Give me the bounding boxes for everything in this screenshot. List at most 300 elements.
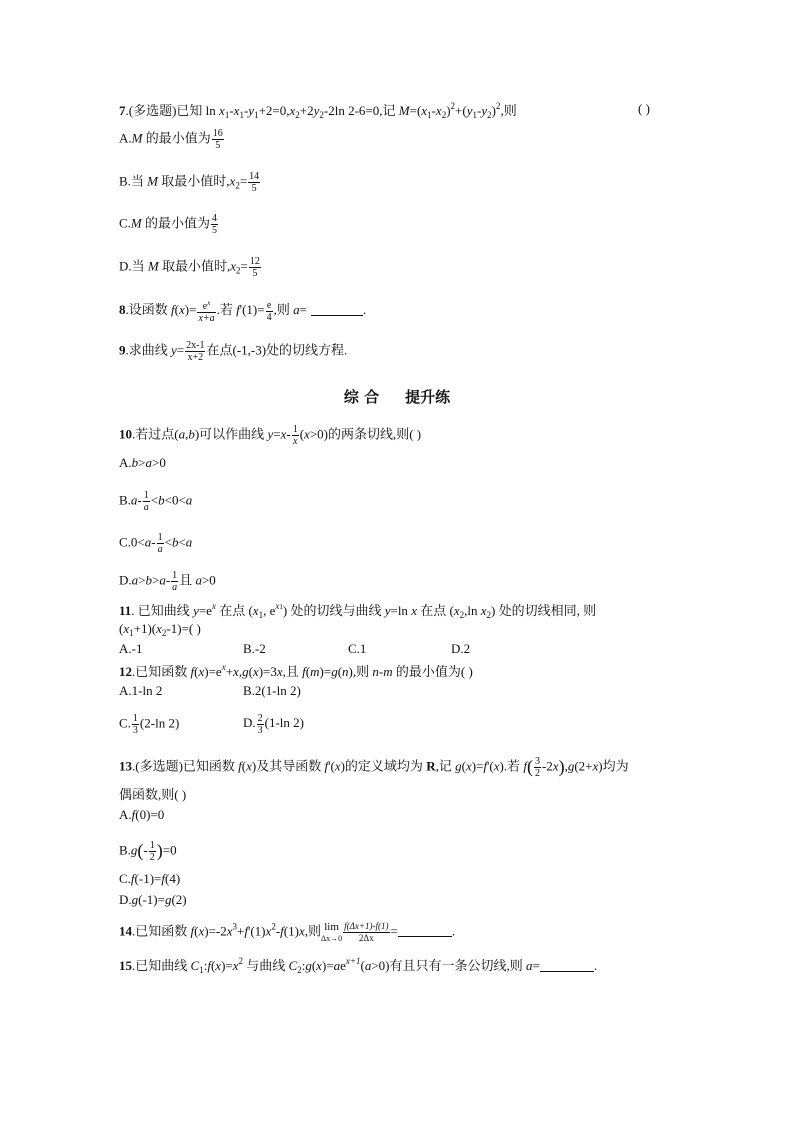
question-11 bbox=[119, 602, 596, 620]
var: x bbox=[280, 426, 287, 442]
denominator: 3 bbox=[132, 725, 138, 736]
var: x bbox=[421, 103, 428, 118]
text: ,则 bbox=[273, 301, 294, 317]
var: a bbox=[185, 492, 193, 508]
q13-option-b[interactable] bbox=[119, 840, 177, 863]
question-number: 14 bbox=[119, 923, 132, 939]
text: > bbox=[138, 572, 146, 588]
answer-paren[interactable]: ( ) bbox=[638, 101, 650, 116]
text: -2ln 2-6=0,记 bbox=[323, 103, 399, 118]
text: '( bbox=[487, 758, 494, 774]
q10-option-a[interactable] bbox=[119, 456, 166, 469]
var: g bbox=[305, 958, 312, 973]
subscript: 2 bbox=[459, 610, 465, 620]
var: g bbox=[242, 664, 249, 679]
right-paren: ) bbox=[558, 756, 565, 777]
answer-blank[interactable] bbox=[540, 959, 594, 972]
question-number: 9 bbox=[119, 342, 126, 358]
section-heading bbox=[0, 390, 794, 405]
fraction bbox=[157, 532, 164, 555]
text: ( bbox=[174, 301, 179, 317]
var: x bbox=[233, 664, 239, 679]
denominator: 5 bbox=[251, 183, 257, 194]
numerator: 1 bbox=[149, 840, 155, 851]
text: 在点 ( bbox=[416, 603, 454, 618]
text: ,且 bbox=[282, 664, 303, 679]
q11-option-c[interactable]: C.1 bbox=[348, 641, 367, 656]
text: =ln bbox=[390, 603, 412, 618]
var: g bbox=[164, 892, 172, 907]
option-label: C. bbox=[119, 715, 131, 731]
var: M bbox=[130, 215, 142, 231]
q10-option-b[interactable] bbox=[119, 490, 192, 513]
numerator: e bbox=[266, 299, 272, 311]
var: f bbox=[244, 923, 249, 939]
text: )= bbox=[184, 301, 197, 317]
var: n bbox=[342, 664, 349, 679]
var: x bbox=[178, 301, 185, 317]
subscript: 1 bbox=[427, 110, 432, 120]
text: '(1)= bbox=[239, 301, 265, 317]
subscript: 2 bbox=[441, 110, 447, 120]
var: x bbox=[230, 258, 237, 274]
var: x bbox=[298, 923, 305, 939]
fraction bbox=[149, 840, 156, 863]
var: a bbox=[293, 301, 300, 317]
superscript: 2 bbox=[271, 921, 276, 932]
var: a bbox=[145, 455, 152, 470]
lim-subscript: Δx→0 bbox=[321, 933, 343, 943]
question-11-line2 bbox=[119, 622, 201, 638]
fraction bbox=[185, 340, 205, 363]
q7-option-a[interactable] bbox=[119, 128, 225, 151]
denominator: a bbox=[157, 544, 163, 555]
option-label: B. bbox=[119, 492, 131, 508]
text: '( bbox=[328, 758, 335, 774]
subscript: 1 bbox=[254, 110, 259, 120]
text: . bbox=[451, 923, 456, 939]
text: 偶函数,则( ) bbox=[119, 787, 187, 802]
option-label: B. bbox=[119, 842, 131, 858]
var: C bbox=[288, 958, 298, 973]
heading-part: 提升练 bbox=[405, 388, 451, 406]
denominator: x+a bbox=[198, 313, 215, 324]
var: f bbox=[302, 664, 306, 679]
denominator: 5 bbox=[215, 140, 221, 151]
option-label: C.0< bbox=[119, 534, 145, 550]
fraction bbox=[292, 424, 299, 447]
numerator: 1 bbox=[172, 570, 178, 581]
var: x bbox=[215, 958, 222, 973]
var: m bbox=[310, 664, 320, 679]
superscript: 2 bbox=[495, 101, 501, 111]
text: - bbox=[137, 492, 142, 508]
fraction bbox=[343, 921, 389, 944]
numerator: 2 bbox=[257, 713, 263, 724]
fraction bbox=[249, 256, 261, 279]
text: (2) bbox=[171, 892, 187, 907]
subscript: 1 bbox=[239, 110, 244, 120]
var: a bbox=[130, 492, 138, 508]
var: b bbox=[131, 455, 139, 470]
var: b bbox=[158, 492, 165, 508]
numerator: 12 bbox=[249, 256, 260, 267]
question-10 bbox=[119, 424, 421, 447]
text: (-1)= bbox=[134, 871, 162, 886]
text: (2+ bbox=[574, 758, 593, 774]
fraction bbox=[266, 300, 273, 323]
text: ( bbox=[194, 664, 199, 679]
var: f bbox=[131, 807, 136, 822]
var: a bbox=[364, 958, 372, 973]
q13-option-c[interactable] bbox=[119, 872, 180, 885]
var: a bbox=[526, 958, 533, 973]
var: f bbox=[161, 871, 165, 886]
question-9 bbox=[119, 340, 347, 363]
fraction bbox=[212, 128, 224, 151]
text: = bbox=[532, 958, 540, 973]
text: >0)有且只有一条公切线,则 bbox=[371, 958, 526, 973]
q12-option-d[interactable] bbox=[243, 713, 304, 736]
fraction bbox=[197, 298, 215, 324]
text: )的定义域均为 bbox=[340, 758, 427, 774]
lim-text: lim bbox=[324, 920, 339, 933]
var: g bbox=[455, 758, 462, 774]
text: .已知函数 bbox=[132, 664, 191, 679]
text: , bbox=[185, 426, 189, 442]
text: 在点(-1,-3)处的切线方程. bbox=[206, 342, 348, 358]
text: ( bbox=[337, 664, 343, 679]
var: y bbox=[248, 103, 255, 118]
subscript: 2 bbox=[319, 110, 324, 120]
var: y bbox=[193, 603, 199, 618]
var: x bbox=[265, 923, 272, 939]
text: , bbox=[238, 664, 243, 679]
numerator: f(Δx+1)-f(1) bbox=[344, 921, 389, 931]
superscript: 2 bbox=[238, 956, 244, 966]
answer-blank[interactable] bbox=[311, 303, 363, 316]
text: = bbox=[239, 173, 248, 189]
option-label: D. bbox=[119, 892, 132, 907]
question-number: 7 bbox=[119, 103, 126, 118]
q11-option-d[interactable]: D.2 bbox=[451, 641, 471, 656]
var: M bbox=[398, 103, 410, 118]
var: M bbox=[131, 130, 143, 146]
var: g bbox=[567, 758, 575, 774]
var: C bbox=[190, 958, 200, 973]
heading-part: 综 合 bbox=[343, 388, 380, 406]
text: = bbox=[390, 923, 398, 939]
left-paren: ( bbox=[137, 840, 144, 861]
var: x bbox=[465, 758, 472, 774]
text: (1) bbox=[283, 923, 299, 939]
subscript: 1 bbox=[199, 965, 204, 975]
var: x bbox=[229, 173, 236, 189]
var: x bbox=[276, 664, 283, 679]
fraction bbox=[211, 213, 218, 236]
q12-option-c[interactable] bbox=[119, 713, 243, 736]
superscript: x bbox=[211, 601, 216, 611]
text: ( bbox=[305, 664, 311, 679]
text: = bbox=[299, 301, 307, 317]
subscript: 1 bbox=[224, 110, 230, 120]
var: a bbox=[159, 572, 166, 588]
question-8 bbox=[119, 298, 366, 324]
text: - bbox=[286, 426, 291, 442]
text: ( bbox=[210, 958, 216, 973]
var: x bbox=[219, 103, 225, 118]
q12-option-a[interactable]: A.1-ln 2 bbox=[119, 683, 163, 698]
var: x bbox=[246, 758, 252, 774]
text: ),则 bbox=[348, 664, 373, 679]
text: >0)的两条切线,则( ) bbox=[309, 426, 422, 442]
question-12 bbox=[119, 663, 473, 678]
q11-option-a[interactable]: A.-1 bbox=[119, 641, 143, 656]
text: . bbox=[362, 301, 367, 317]
subscript: 2 bbox=[161, 628, 167, 638]
real-set-symbol: R bbox=[426, 758, 436, 774]
text: - bbox=[275, 923, 281, 939]
fraction bbox=[534, 756, 541, 779]
right-paren: ) bbox=[156, 840, 163, 861]
numerator: 4 bbox=[212, 213, 218, 224]
text: - bbox=[229, 103, 234, 118]
text: )=3 bbox=[258, 664, 277, 679]
q13-option-a[interactable] bbox=[119, 808, 164, 821]
text: ( bbox=[311, 958, 317, 973]
var: a bbox=[131, 572, 139, 588]
text: - bbox=[378, 664, 384, 679]
text: - bbox=[476, 103, 482, 118]
text: ,记 bbox=[435, 758, 456, 774]
question-15 bbox=[119, 957, 597, 975]
text: )及其导函数 bbox=[251, 758, 325, 774]
option-label: A. bbox=[119, 130, 132, 146]
denominator: 2Δx bbox=[358, 933, 374, 943]
text: -1)=( ) bbox=[166, 621, 201, 636]
text: )可以作曲线 bbox=[194, 426, 268, 442]
var: x bbox=[334, 758, 341, 774]
option-text: 取最小值时, bbox=[158, 258, 231, 274]
text: ).若 bbox=[499, 758, 524, 774]
text: - bbox=[151, 534, 156, 550]
var: y bbox=[313, 103, 320, 118]
option-text: 的最小值为 bbox=[142, 130, 211, 146]
numerator bbox=[197, 298, 215, 313]
var: f bbox=[207, 958, 211, 973]
fraction bbox=[171, 570, 178, 593]
option-text: (0)=0 bbox=[135, 807, 165, 822]
question-number: 10 bbox=[119, 426, 132, 442]
text: < bbox=[150, 492, 159, 508]
denominator: 5 bbox=[212, 225, 218, 236]
var: g bbox=[131, 892, 139, 907]
text: +1)( bbox=[133, 621, 157, 636]
option-label: C. bbox=[119, 215, 131, 231]
option-text: 取最小值时, bbox=[158, 173, 230, 189]
q10-option-d[interactable] bbox=[119, 570, 216, 593]
var: x bbox=[156, 621, 162, 636]
text: .求曲线 bbox=[125, 342, 172, 358]
text: ,则 bbox=[500, 103, 517, 118]
text: )= bbox=[221, 958, 233, 973]
var: x bbox=[123, 621, 130, 636]
var: g bbox=[331, 664, 338, 679]
option-text: (2-ln 2) bbox=[139, 715, 180, 731]
var: x bbox=[552, 758, 559, 774]
question-number: 8 bbox=[119, 301, 126, 317]
q12-options-cd bbox=[119, 713, 304, 736]
text: 在点 ( bbox=[215, 603, 253, 618]
q11-option-b[interactable]: B.-2 bbox=[243, 641, 266, 656]
answer-blank[interactable] bbox=[398, 924, 452, 937]
denominator: 4 bbox=[266, 311, 272, 323]
denominator: 3 bbox=[257, 725, 263, 736]
text: ) bbox=[446, 103, 451, 118]
var: M bbox=[147, 258, 159, 274]
var: a bbox=[185, 534, 193, 550]
fraction bbox=[257, 713, 264, 736]
text: ( bbox=[119, 621, 124, 636]
q7-option-c[interactable] bbox=[119, 213, 219, 236]
text: : bbox=[203, 958, 208, 973]
var: x bbox=[592, 758, 599, 774]
text: . bbox=[593, 958, 598, 973]
var: f bbox=[190, 923, 195, 939]
numerator: 3 bbox=[534, 756, 540, 767]
limit-operator bbox=[321, 922, 342, 944]
question-number: 13 bbox=[119, 758, 132, 774]
denominator: x bbox=[292, 436, 298, 447]
text: +( bbox=[455, 103, 467, 118]
text: . 已知曲线 bbox=[131, 603, 194, 618]
text: -2 bbox=[541, 758, 553, 774]
var: x bbox=[252, 603, 259, 618]
superscript bbox=[275, 601, 283, 611]
var: x bbox=[435, 103, 442, 118]
question-number: 15 bbox=[119, 958, 132, 973]
var: m bbox=[383, 664, 393, 679]
text: > bbox=[138, 455, 146, 470]
subscript: 2 bbox=[295, 110, 300, 120]
option-label: D. bbox=[119, 572, 132, 588]
text: ) bbox=[491, 103, 496, 118]
superscript: x bbox=[207, 299, 211, 307]
question-13-line2 bbox=[119, 788, 186, 801]
var: x bbox=[226, 923, 233, 939]
subscript: 2 bbox=[236, 265, 241, 276]
text: = bbox=[273, 426, 281, 442]
text: ( bbox=[241, 758, 247, 774]
text: )= bbox=[471, 758, 484, 774]
text: < bbox=[178, 534, 186, 550]
question-text: .(多选题)已知 bbox=[125, 103, 206, 118]
q7-option-d[interactable] bbox=[119, 256, 262, 279]
var: a bbox=[333, 958, 341, 973]
superscript: 2 bbox=[450, 101, 456, 111]
text: )均为 bbox=[598, 758, 629, 774]
text: >0 bbox=[201, 572, 216, 588]
text: , bbox=[564, 758, 568, 774]
var: x bbox=[289, 103, 296, 118]
subscript: 2 bbox=[235, 180, 240, 191]
fraction bbox=[248, 171, 260, 194]
text: .若过点( bbox=[132, 426, 179, 442]
text: ,则 bbox=[304, 923, 321, 939]
text: , e bbox=[263, 603, 276, 618]
q12-option-b[interactable]: B.2(1-ln 2) bbox=[243, 683, 301, 698]
text: )= bbox=[319, 664, 332, 679]
var: x bbox=[453, 603, 460, 618]
text: )=e bbox=[204, 664, 222, 679]
text: =( bbox=[409, 103, 422, 118]
var: x bbox=[316, 958, 322, 973]
numerator: 1 bbox=[157, 532, 163, 543]
subscript: 1 bbox=[472, 110, 477, 120]
text: - bbox=[165, 572, 171, 588]
var: a bbox=[195, 572, 202, 588]
q13-option-d[interactable] bbox=[119, 893, 187, 906]
text: +2=0, bbox=[258, 103, 290, 118]
var: f bbox=[130, 871, 135, 886]
var: n bbox=[372, 664, 379, 679]
numerator: 16 bbox=[212, 128, 223, 139]
option-text: (1-ln 2) bbox=[264, 715, 304, 731]
text: .设函数 bbox=[125, 301, 172, 317]
text: .(多选题)已知函数 bbox=[132, 758, 239, 774]
subscript: 1 bbox=[129, 628, 134, 638]
var: x bbox=[493, 758, 500, 774]
question-14 bbox=[119, 921, 455, 944]
text: - bbox=[243, 103, 249, 118]
text: (4) bbox=[165, 871, 181, 886]
subscript: 1 bbox=[279, 603, 283, 611]
option-label: B.当 bbox=[119, 173, 148, 189]
question-7 bbox=[119, 102, 517, 120]
var: b bbox=[171, 534, 179, 550]
var: x bbox=[198, 923, 205, 939]
denominator: a bbox=[143, 502, 149, 513]
text: ( bbox=[360, 958, 365, 973]
q12-options-ab bbox=[119, 684, 301, 697]
superscript: x+1 bbox=[345, 956, 361, 966]
q7-option-b[interactable] bbox=[119, 171, 261, 194]
var: f bbox=[238, 758, 242, 774]
q10-option-c[interactable] bbox=[119, 532, 192, 555]
var: x bbox=[233, 103, 240, 118]
text: - bbox=[431, 103, 436, 118]
var: y bbox=[481, 103, 488, 118]
denominator: 2 bbox=[149, 852, 155, 863]
text: ( bbox=[461, 758, 466, 774]
text: > bbox=[151, 572, 160, 588]
text: e bbox=[340, 958, 346, 973]
fraction bbox=[132, 713, 139, 736]
text: >0 bbox=[151, 455, 166, 470]
question-13 bbox=[119, 756, 629, 779]
var: y bbox=[384, 603, 391, 618]
text: )=-2 bbox=[204, 923, 227, 939]
text: ln bbox=[205, 103, 220, 118]
text: : bbox=[301, 958, 306, 973]
text: + bbox=[225, 664, 234, 679]
text: < bbox=[164, 534, 172, 550]
var: x bbox=[480, 603, 487, 618]
var: f bbox=[236, 301, 240, 317]
text: +2 bbox=[299, 103, 314, 118]
var: f bbox=[483, 758, 488, 774]
option-label: D. bbox=[243, 715, 256, 731]
